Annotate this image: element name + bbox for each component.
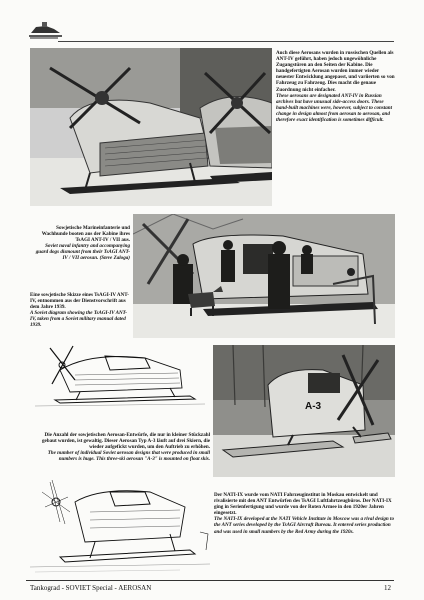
- footer-rule: [26, 580, 394, 581]
- a3-marking: A-3: [305, 401, 322, 412]
- footer-publication-title: Tankograd - SOVIET Special - AEROSAN: [30, 584, 152, 592]
- photo-a3-aerosan: [213, 345, 395, 477]
- caption-de: Eine sowjetische Skizze eines TsAGI-IV ANT-IV, entnommen aus der Dienstvorschrift aus dem Jahre 1939.: [30, 292, 129, 311]
- publisher-logo: [28, 18, 64, 40]
- caption-en: The number of individual Soviet aerosan designs that were produced in small numbers is huge. This three-ski aerosan "A-3" is mounted on float skis.: [47, 450, 210, 463]
- caption-en: The NATI-IX developed at the NATI Vehicle Institute in Moscow was a rival design to the ANT series developed by the TsAGI Aircraft Bureau. It entered series production and was used in small numbers by the Red Army during the 1920s.: [214, 516, 394, 535]
- sketch-nati-ix: [30, 462, 210, 574]
- caption-de: Der NATI-IX wurde vom NATI Fahrzeuginstitut in Moskau entwickelt und rivalisierte mit den ANT Entwürfen des TsAGI Luftfahrtzeugbüros. Der NATI-IX ging in Serienfertigung und wurde von der Roten Armee in den 1920er Jahren eingesetzt.: [214, 492, 392, 517]
- page-number: 12: [384, 584, 391, 592]
- header-rule: [58, 41, 394, 42]
- caption-en: Soviet naval infantry and accompanying guard dogs dismount from their TsAGI ANT-IV / VII aerosan. (Steve Zaloga): [35, 243, 130, 262]
- caption-nati-ix: [214, 492, 396, 535]
- caption-aerosans-pair: [276, 50, 396, 123]
- caption-a3-aerosan: [32, 432, 210, 462]
- caption-de: Auch diese Aerosans wurden in russischen Quellen als ANT-IV geführt, haben jedoch ungewöhnliche Zugangstüren an den Seiten der Kabine. Die handgefertigten Aerosan wurden immer wieder neuester Entwicklung angepasst, und variierten so von Fahrzeug zu Fahrzeug. Dies macht die genaue Zuordnung nicht einfacher.: [276, 50, 395, 93]
- caption-soviet-diagram: [30, 292, 130, 329]
- caption-de: Die Anzahl der sowjetischen Aerosan-Entwürfe, die nur in kleiner Stückzahl gebaut wurden, ist gewaltig. Dieser Aerosan Typ A-3 läuft auf drei Skiern, die wieder aufgefickt wurden, um den Auftrieb zu erhöhen.: [41, 432, 210, 451]
- sketch-soviet-diagram: [30, 340, 210, 410]
- photo-naval-infantry: [133, 214, 395, 338]
- caption-naval-infantry: [34, 225, 130, 262]
- photo-aerosans-pair: [30, 48, 272, 206]
- caption-en: These aerosans are designated ANT-IV in Russian archives but have unusual side-access doors. These hand-built machines were, however, subject to constant change in design almost from aerosan to aerosan, and therefore exact identification is sometimes difficult.: [276, 92, 393, 124]
- caption-de: Sowjetische Marineinfanterie und Wachhunde booten aus der Kabine ihres TsAGI ANT-IV / VII aus.: [41, 225, 130, 244]
- caption-en: A Soviet diagram showing the TsAGI-IV ANT-IV, taken from a Soviet military manual dated 1939.: [30, 310, 127, 329]
